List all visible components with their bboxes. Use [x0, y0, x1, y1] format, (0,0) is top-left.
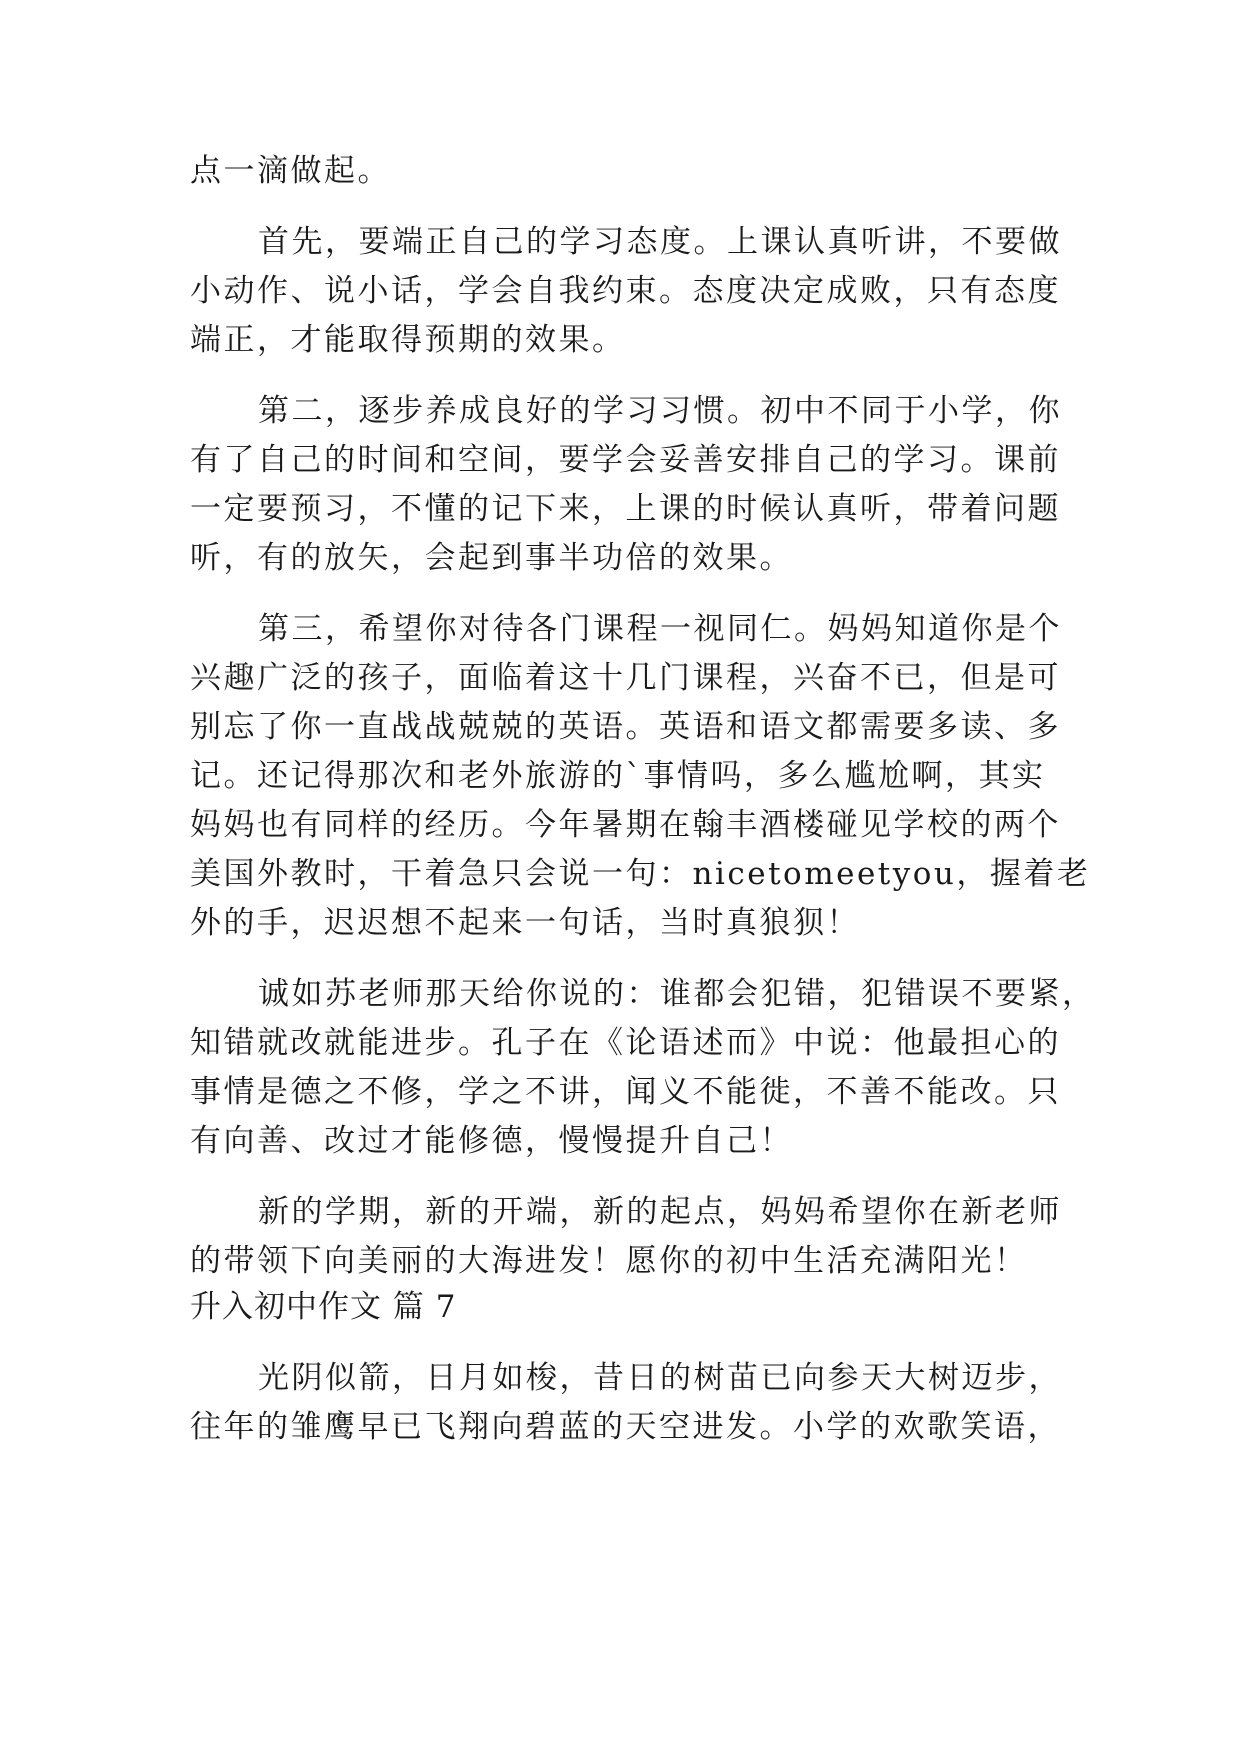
text-line: 小动作、说小话，学会自我约束。态度决定成败，只有态度: [190, 273, 1061, 309]
text-line: 听，有的放矢，会起到事半功倍的效果。: [190, 540, 793, 576]
text-line: 有向善、改过才能修德，慢慢提升自己！: [190, 1123, 793, 1159]
text-line: 妈妈也有同样的经历。今年暑期在翰丰酒楼碰见学校的两个: [190, 807, 1061, 843]
paragraph-first-line: 新的学期，新的开端，新的起点，妈妈希望你在新老师: [258, 1194, 1062, 1230]
text-line: 别忘了你一直战战兢兢的英语。英语和语文都需要多读、多: [190, 709, 1061, 745]
text-line: 端正，才能取得预期的效果。: [190, 322, 626, 358]
section-heading: 升入初中作文 篇 7: [190, 1289, 457, 1325]
text-line: 点一滴做起。: [190, 153, 391, 189]
paragraph-first-line: 首先，要端正自己的学习态度。上课认真听讲，不要做: [258, 224, 1062, 260]
text-line: 一定要预习，不懂的记下来，上课的时候认真听，带着问题: [190, 491, 1061, 527]
text-line: 知错就改就能进步。孔子在《论语述而》中说：他最担心的: [190, 1025, 1061, 1061]
text-line: 的带领下向美丽的大海进发！愿你的初中生活充满阳光！: [190, 1243, 1028, 1279]
paragraph-first-line: 第三，希望你对待各门课程一视同仁。妈妈知道你是个: [258, 611, 1062, 647]
paragraph-first-line: 光阴似箭，日月如梭，昔日的树苗已向参天大树迈步，: [258, 1360, 1062, 1396]
paragraph-first-line: 诚如苏老师那天给你说的：谁都会犯错，犯错误不要紧，: [258, 976, 1096, 1012]
text-line: 往年的雏鹰早已飞翔向碧蓝的天空进发。小学的欢歌笑语，: [190, 1409, 1061, 1445]
text-line: 兴趣广泛的孩子，面临着这十几门课程，兴奋不已，但是可: [190, 660, 1061, 696]
text-line: 外的手，迟迟想不起来一句话，当时真狼狈！: [190, 905, 860, 941]
text-line: 记。还记得那次和老外旅游的`事情吗，多么尴尬啊，其实: [190, 758, 1046, 794]
text-line: 有了自己的时间和空间，要学会妥善安排自己的学习。课前: [190, 442, 1061, 478]
text-line: 美国外教时，干着急只会说一句：nicetomeetyou，握着老: [190, 856, 1091, 892]
paragraph-first-line: 第二，逐步养成良好的学习习惯。初中不同于小学，你: [258, 393, 1062, 429]
text-line: 事情是德之不修，学之不讲，闻义不能徙，不善不能改。只: [190, 1074, 1061, 1110]
